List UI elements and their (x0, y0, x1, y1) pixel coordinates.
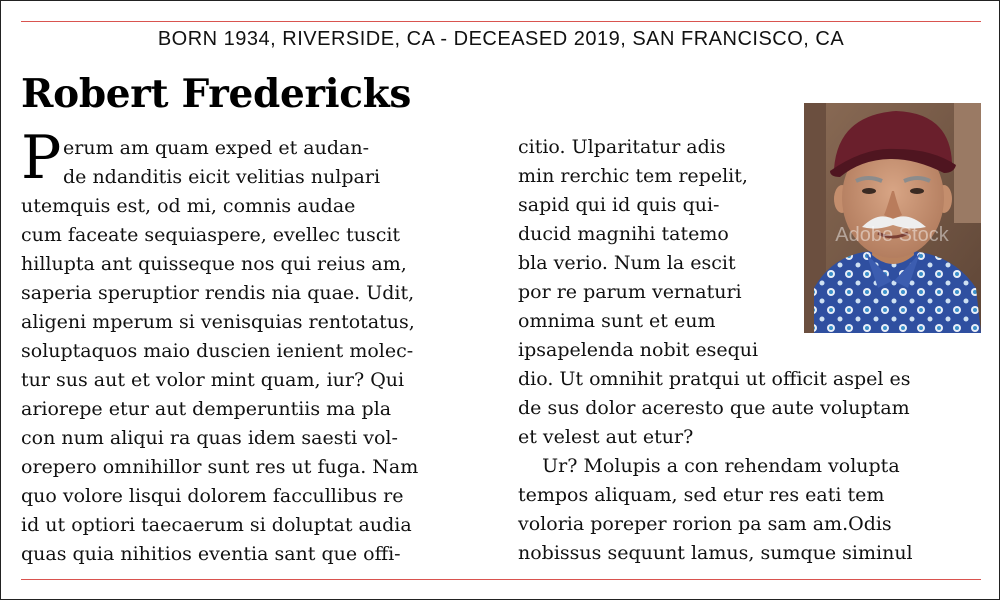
body-line: ariorepe etur aut demperuntiis ma pla (21, 398, 392, 420)
body-line: tur sus aut et volor mint quam, iur? Qui (21, 369, 405, 391)
body-line: soluptaquos maio duscien ienient molec- (21, 340, 414, 362)
body-line: con num aliqui ra quas idem saesti vol- (21, 427, 398, 449)
body-line: de ndanditis eicit velitias nulpari (63, 166, 381, 188)
body-line: min rerchic tem repelit, (518, 165, 748, 187)
body-line: citio. Ulparitatur adis (518, 136, 726, 158)
bottom-rule (21, 579, 981, 580)
deceased-name: Robert Fredericks (21, 71, 412, 117)
body-line: quas quia nihitios eventia sant que offi- (21, 543, 401, 565)
body-line: cum faceate sequiaspere, evellec tuscit (21, 224, 401, 246)
body-line: ducid magnihi tatemo (518, 223, 729, 245)
body-line: quo volore lisqui dolorem faccullibus re (21, 485, 404, 507)
top-rule (21, 21, 981, 22)
body-line: de sus dolor aceresto que aute voluptam (518, 397, 910, 419)
body-line: sapid qui id quis qui- (518, 194, 720, 216)
body-line: et velest aut etur? (518, 426, 694, 448)
left-column (21, 123, 491, 569)
body-line: erum am quam exped et audan- (63, 137, 369, 159)
watermark-text: Adobe Stock (835, 224, 949, 246)
drop-cap: P (21, 123, 62, 193)
body-line: id ut optiori taecaerum si doluptat audia (21, 514, 412, 536)
life-dates: BORN 1934, RIVERSIDE, CA - DECEASED 2019, SAN FRANCISCO, CA (157, 28, 845, 50)
body-line: saperia speruptior rendis nia quae. Udit, (21, 282, 415, 304)
body-line: ipsapelenda nobit esequi (518, 339, 759, 361)
body-line: dio. Ut omnihit pratqui ut officit aspel es (518, 368, 911, 390)
body-line: aligeni mperum si venisquias rentotatus, (21, 311, 415, 333)
body-line: por re parum vernaturi (518, 281, 742, 303)
body-line: bla verio. Num la escit (518, 252, 736, 274)
body-line: omnima sunt et eum (518, 310, 716, 332)
body-line: utemquis est, od mi, comnis audae (21, 195, 356, 217)
body-line: tempos aliquam, sed etur res eati tem (518, 484, 885, 506)
portrait-illustration (804, 103, 981, 333)
body-line: Ur? Molupis a con rehendam volupta (518, 455, 900, 477)
body-line: hillupta ant quisseque nos qui reius am, (21, 253, 407, 275)
body-line: nobissus sequunt lamus, sumque siminul (518, 542, 913, 564)
body-line: voloria poreper rorion pa sam am.Odis (518, 513, 892, 535)
body-line: orepero omnihillor sunt res ut fuga. Nam (21, 456, 419, 478)
portrait-photo (804, 103, 981, 333)
